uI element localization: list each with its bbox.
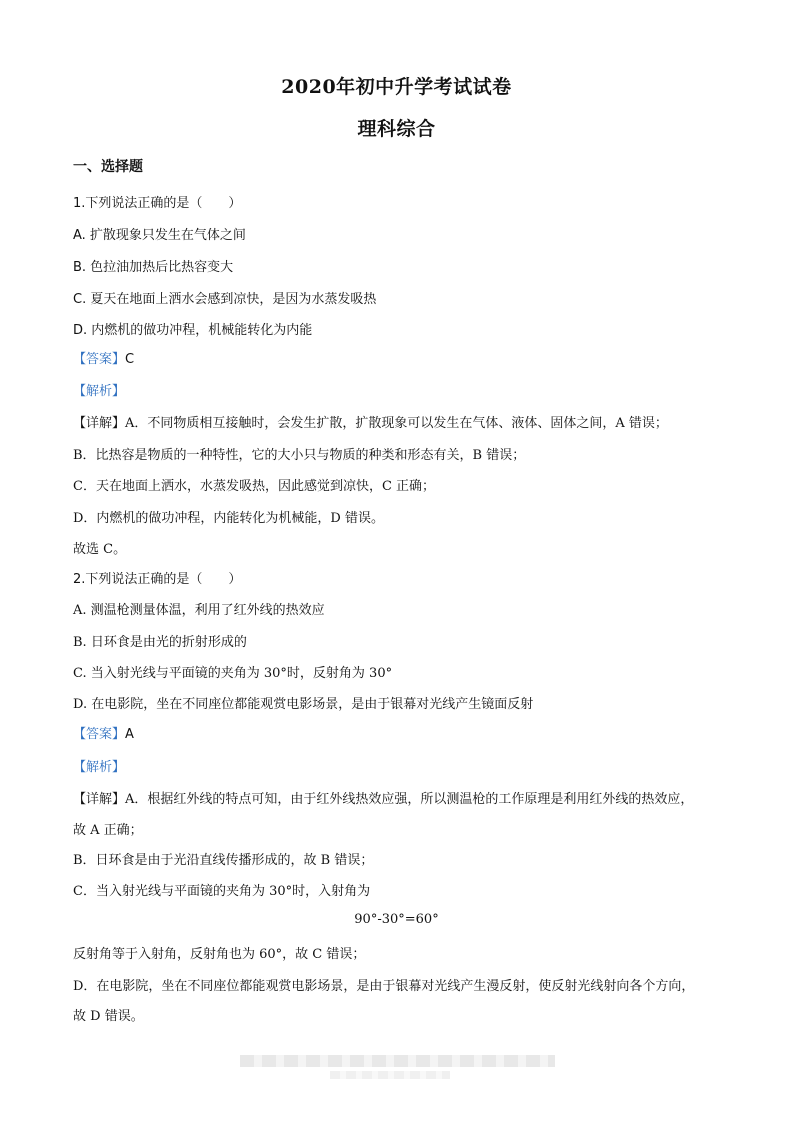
question-2-detail-d: D．在电影院，坐在不同座位都能观赏电影场景，是由于银幕对光线产生漫反射，使反射光线射向各个方向，	[73, 979, 695, 994]
blurred-watermark	[240, 1055, 555, 1067]
question-1-option-a: A. 扩散现象只发生在气体之间	[73, 228, 246, 243]
question-2-detail-a-cont: 故 A 正确；	[73, 823, 143, 838]
question-2-answer	[73, 723, 134, 742]
answer-value: C	[125, 352, 135, 367]
question-2-option-b: B. 日环食是由光的折射形成的	[73, 635, 247, 650]
detail-label: 【详解】	[73, 792, 126, 807]
answer-label: 【答案】	[73, 727, 126, 742]
question-2-detail-c-cont: 反射角等于入射角，反射角也为 60°，故 C 错误；	[73, 947, 366, 962]
question-1-detail-d: D．内燃机的做功冲程，内能转化为机械能，D 错误。	[73, 511, 384, 526]
page-title: 2020年初中升学考试试卷	[281, 76, 512, 98]
question-2-formula: 90°-30°=60°	[354, 912, 439, 927]
question-1-option-b: B. 色拉油加热后比热容变大	[73, 260, 234, 275]
detail-line: A．不同物质相互接触时，会发生扩散，扩散现象可以发生在气体、液体、固体之间，A 错误；	[125, 416, 668, 431]
question-1-option-c: C. 夏天在地面上洒水会感到凉快，是因为水蒸发吸热	[73, 292, 377, 307]
detail-label: 【详解】	[73, 416, 126, 431]
question-2-detail-c: C．当入射光线与平面镜的夹角为 30°时，入射角为	[73, 884, 371, 899]
section-heading: 一、选择题	[73, 159, 143, 175]
question-1-detail	[73, 412, 668, 431]
blurred-watermark-sub	[330, 1071, 450, 1079]
question-2-option-c: C. 当入射光线与平面镜的夹角为 30°时，反射角为 30°	[73, 666, 393, 681]
question-2-detail-d-cont: 故 D 错误。	[73, 1009, 144, 1024]
question-1-analysis-label: 【解析】	[73, 384, 126, 399]
question-1-option-d: D. 内燃机的做功冲程，机械能转化为内能	[73, 323, 313, 338]
question-2-analysis-label: 【解析】	[73, 760, 126, 775]
question-1-detail-c: C．天在地面上洒水，水蒸发吸热，因此感觉到凉快，C 正确；	[73, 479, 436, 494]
answer-value: A	[125, 727, 134, 742]
question-1-conclusion: 故选 C。	[73, 542, 127, 557]
question-2-option-a: A. 测温枪测量体温，利用了红外线的热效应	[73, 603, 325, 618]
question-2-detail	[73, 788, 693, 807]
page-subtitle: 理科综合	[357, 118, 436, 140]
question-2-option-d: D. 在电影院，坐在不同座位都能观赏电影场景，是由于银幕对光线产生镜面反射	[73, 697, 534, 712]
answer-label: 【答案】	[73, 352, 126, 367]
question-1-detail-b: B．比热容是物质的一种特性，它的大小只与物质的种类和形态有关，B 错误；	[73, 448, 526, 463]
question-1-stem: 1.下列说法正确的是（ ）	[73, 196, 242, 211]
question-2-detail-b: B．日环食是由于光沿直线传播形成的，故 B 错误；	[73, 853, 374, 868]
question-2-stem: 2.下列说法正确的是（ ）	[73, 572, 242, 587]
question-1-answer	[73, 348, 134, 367]
detail-line: A．根据红外线的特点可知，由于红外线热效应强，所以测温枪的工作原理是利用红外线的热效应，	[125, 792, 694, 807]
